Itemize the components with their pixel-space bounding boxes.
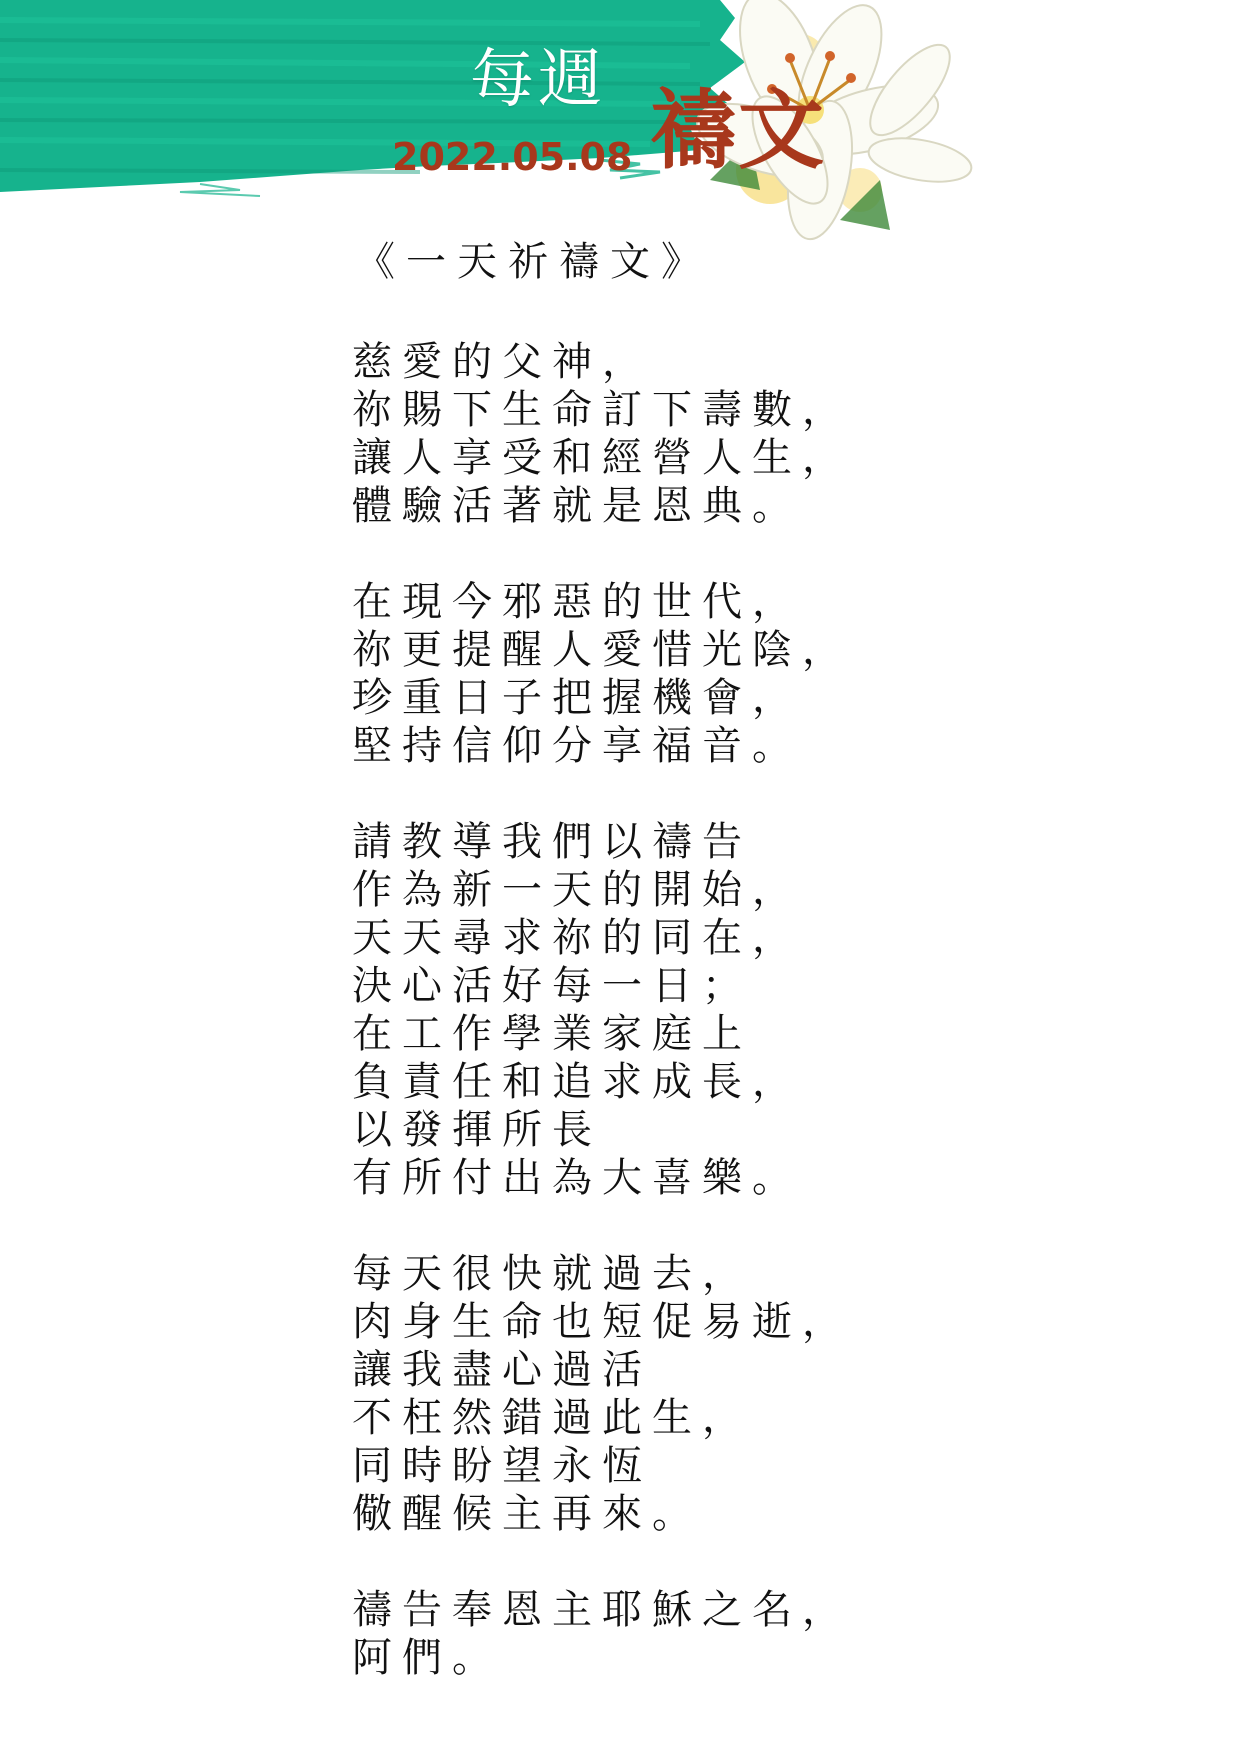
verse-line: 肉身生命也短促易逝，: [352, 1299, 852, 1345]
verse-line: 祢賜下生命訂下壽數，: [352, 387, 852, 433]
verse-line: 在工作學業家庭上: [352, 1011, 752, 1057]
verse-line: 天天尋求祢的同在，: [352, 915, 802, 961]
green-brushstroke-graphic: [0, 0, 745, 196]
header-date: 2022.05.08: [392, 135, 633, 179]
verse-line: 以發揮所長: [352, 1107, 602, 1153]
header-weekly-label: 每週: [470, 43, 606, 117]
verse-line: 每天很快就過去，: [352, 1251, 752, 1297]
verse-line: 讓人享受和經營人生，: [352, 435, 852, 481]
verse-line: 負責任和追求成長，: [352, 1059, 802, 1105]
stanza-3: [352, 818, 852, 1202]
stanza-2: [352, 578, 852, 770]
verse-line: 請教導我們以禱告: [352, 819, 752, 865]
verse-line: 祢更提醒人愛惜光陰，: [352, 627, 852, 673]
verse-line: 禱告奉恩主耶穌之名，: [352, 1587, 852, 1633]
verse-line: 阿們。: [352, 1635, 502, 1681]
verse-line: 堅持信仰分享福音。: [352, 723, 802, 769]
verse-line: 決心活好每一日；: [352, 963, 752, 1009]
verse-line: 不枉然錯過此生，: [352, 1395, 752, 1441]
verse-line: 讓我盡心過活: [352, 1347, 652, 1393]
header-prayer-label: 禱文: [650, 80, 826, 181]
verse-line: 有所付出為大喜樂。: [352, 1155, 802, 1201]
stanza-1: [352, 338, 852, 530]
stanza-5: [352, 1586, 852, 1682]
verse-line: 儆醒候主再來。: [352, 1491, 702, 1537]
header-banner: [0, 0, 1240, 260]
verse-line: 體驗活著就是恩典。: [352, 483, 802, 529]
verse-line: 作為新一天的開始，: [352, 867, 802, 913]
verse-line: 珍重日子把握機會，: [352, 675, 802, 721]
stanza-4: [352, 1250, 852, 1538]
verse-line: 同時盼望永恆: [352, 1443, 652, 1489]
prayer-body: [352, 338, 852, 1730]
prayer-title: 《一天祈禱文》: [355, 239, 712, 285]
verse-line: 慈愛的父神，: [352, 339, 652, 385]
verse-line: 在現今邪惡的世代，: [352, 579, 802, 625]
